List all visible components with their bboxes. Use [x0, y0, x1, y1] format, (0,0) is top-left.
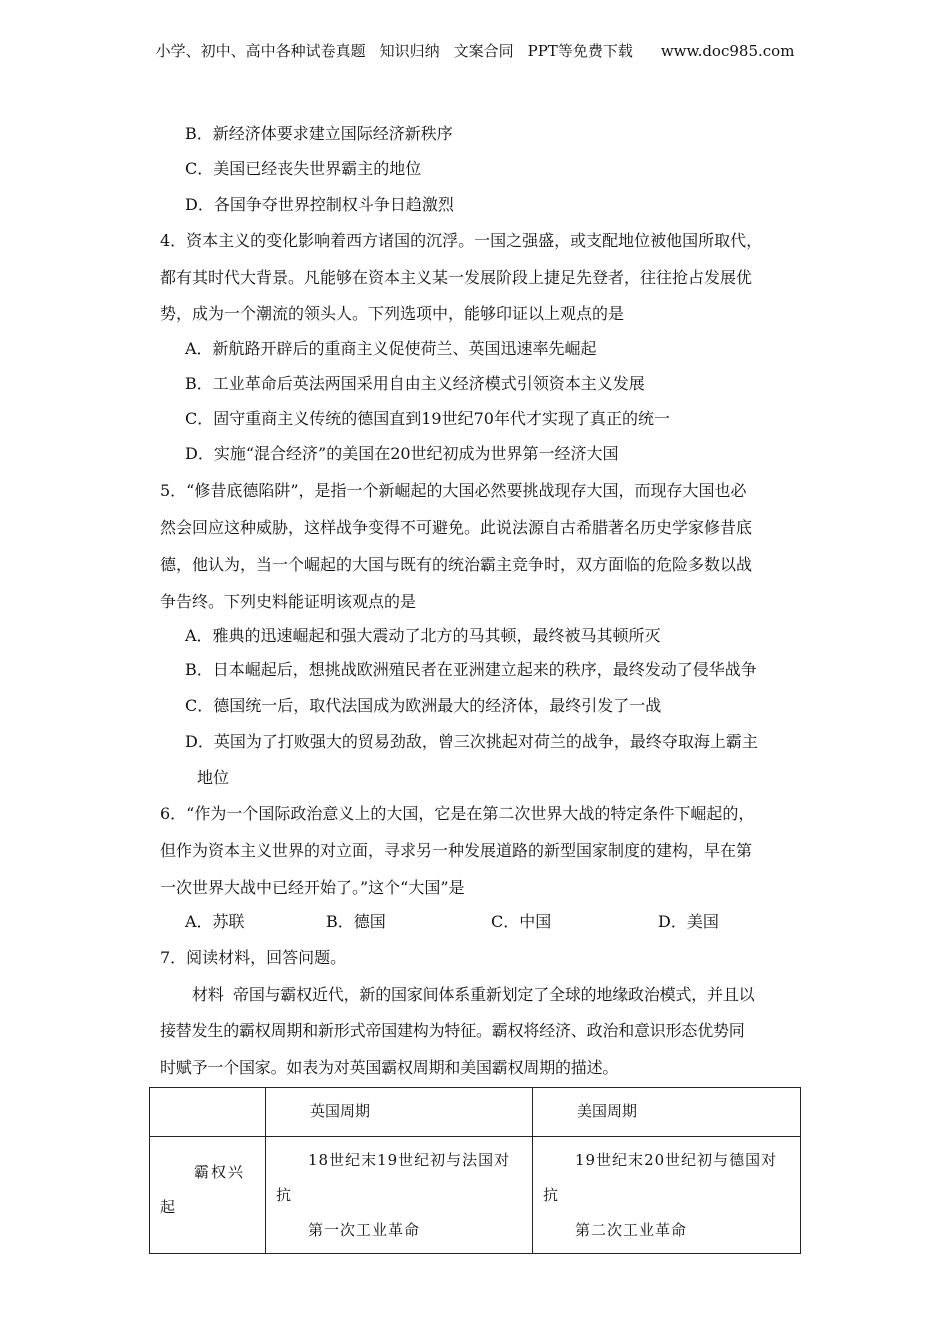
q6-option-c: C．中国: [491, 912, 552, 931]
q5-option-b: B．日本崛起后，想挑战欧洲殖民者在亚洲建立起来的秩序，最终发动了侵华战争: [185, 660, 757, 679]
q5-option-d-continued: 地位: [197, 768, 230, 787]
header-text-3: 文案合同: [453, 42, 514, 60]
q6-stem-line-1: 6．“作为一个国际政治意义上的大国，它是在第二次世界大战的特定条件下崛起的，: [160, 804, 755, 823]
q6-option-d: D．美国: [658, 912, 719, 931]
table-header-row: [150, 1088, 801, 1137]
q3-option-b: B．新经济体要求建立国际经济新秩序: [185, 124, 453, 143]
q7-material-line-1: 材料 帝国与霸权近代，新的国家间体系重新划定了全球的地缘政治模式，并且以: [192, 985, 755, 1004]
row-label-line-2: 起: [160, 1198, 176, 1216]
header-text-2: 知识归纳: [379, 42, 440, 60]
table-header-american: 美国周期: [533, 1088, 801, 1137]
q6-stem-line-3: 一次世界大战中已经开始了。”这个“大国”是: [160, 878, 465, 897]
q5-option-c: C．德国统一后，取代法国成为欧洲最大的经济体，最终引发了一战: [185, 696, 662, 715]
cell-american-cycle: [533, 1137, 801, 1254]
q3-option-d: D．各国争夺世界控制权斗争日趋激烈: [185, 195, 454, 214]
q5-stem-line-1: 5．“修昔底德陷阱”，是指一个新崛起的大国必然要挑战现存大国，而现存大国也必: [160, 481, 747, 500]
british-line-3: 第一次工业革命: [308, 1221, 421, 1239]
q4-stem-line-1: 4．资本主义的变化影响着西方诸国的沉浮。一国之强盛，或支配地位被他国所取代，: [160, 231, 763, 250]
q7-material-line-3: 时赋予一个国家。如表为对英国霸权周期和美国霸权周期的描述。: [160, 1058, 619, 1077]
q4-stem-line-3: 势，成为一个潮流的领头人。下列选项中，能够印证以上观点的是: [160, 304, 625, 323]
q7-stem: 7．阅读材料，回答问题。: [160, 948, 347, 967]
british-line-2: 抗: [276, 1186, 292, 1204]
q4-stem-line-2: 都有其时代大背景。凡能够在资本主义某一发展阶段上捷足先登者，往往抢占发展优: [160, 268, 753, 287]
header-text-1: 小学、初中、高中各种试卷真题: [155, 42, 366, 60]
q4-option-b: B．工业革命后英法两国采用自由主义经济模式引领资本主义发展: [185, 374, 645, 393]
hegemony-cycle-table: [149, 1087, 801, 1254]
q5-stem-line-4: 争告终。下列史料能证明该观点的是: [160, 592, 417, 611]
table-header-empty: [150, 1088, 266, 1137]
british-line-1: 18世纪末19世纪初与法国对: [308, 1151, 511, 1169]
table-row: [150, 1137, 801, 1254]
q4-option-c: C．固守重商主义传统的德国直到19世纪70年代才实现了真正的统一: [185, 409, 670, 428]
row-label-hegemony-rise: [150, 1137, 266, 1254]
header-text-4: PPT等免费下载: [527, 42, 633, 60]
q5-option-d: D．英国为了打败强大的贸易劲敌，曾三次挑起对荷兰的战争，最终夺取海上霸主: [185, 732, 758, 751]
table-header-british: 英国周期: [266, 1088, 533, 1137]
american-line-3: 第二次工业革命: [575, 1221, 688, 1239]
q3-option-c: C．美国已经丧失世界霸主的地位: [185, 159, 422, 178]
q7-material-line-2: 接替发生的霸权周期和新形式帝国建构为特征。霸权将经济、政治和意识形态优势同: [160, 1021, 745, 1040]
q6-option-b: B．德国: [326, 912, 386, 931]
q6-option-a: A．苏联: [185, 912, 245, 931]
row-label-line-1: 霸权兴: [194, 1163, 246, 1181]
american-line-1: 19世纪末20世纪初与德国对: [575, 1151, 778, 1169]
q5-option-a: A．雅典的迅速崛起和强大震动了北方的马其顿，最终被马其顿所灭: [185, 626, 661, 645]
page-header: [0, 40, 950, 61]
cell-british-cycle: [266, 1137, 533, 1254]
american-line-2: 抗: [543, 1186, 559, 1204]
q5-stem-line-2: 然会回应这种威胁，这样战争变得不可避免。此说法源自古希腊著名历史学家修昔底: [160, 518, 753, 537]
q4-option-a: A．新航路开辟后的重商主义促使荷兰、英国迅速率先崛起: [185, 339, 597, 358]
header-url: www.doc985.com: [660, 42, 795, 60]
q6-stem-line-2: 但作为资本主义世界的对立面，寻求另一种发展道路的新型国家制度的建构，早在第: [160, 841, 753, 860]
q4-option-d: D．实施“混合经济”的美国在20世纪初成为世界第一经济大国: [185, 444, 619, 463]
q5-stem-line-3: 德，他认为，当一个崛起的大国与既有的统治霸主竞争时，双方面临的危险多数以战: [160, 555, 753, 574]
